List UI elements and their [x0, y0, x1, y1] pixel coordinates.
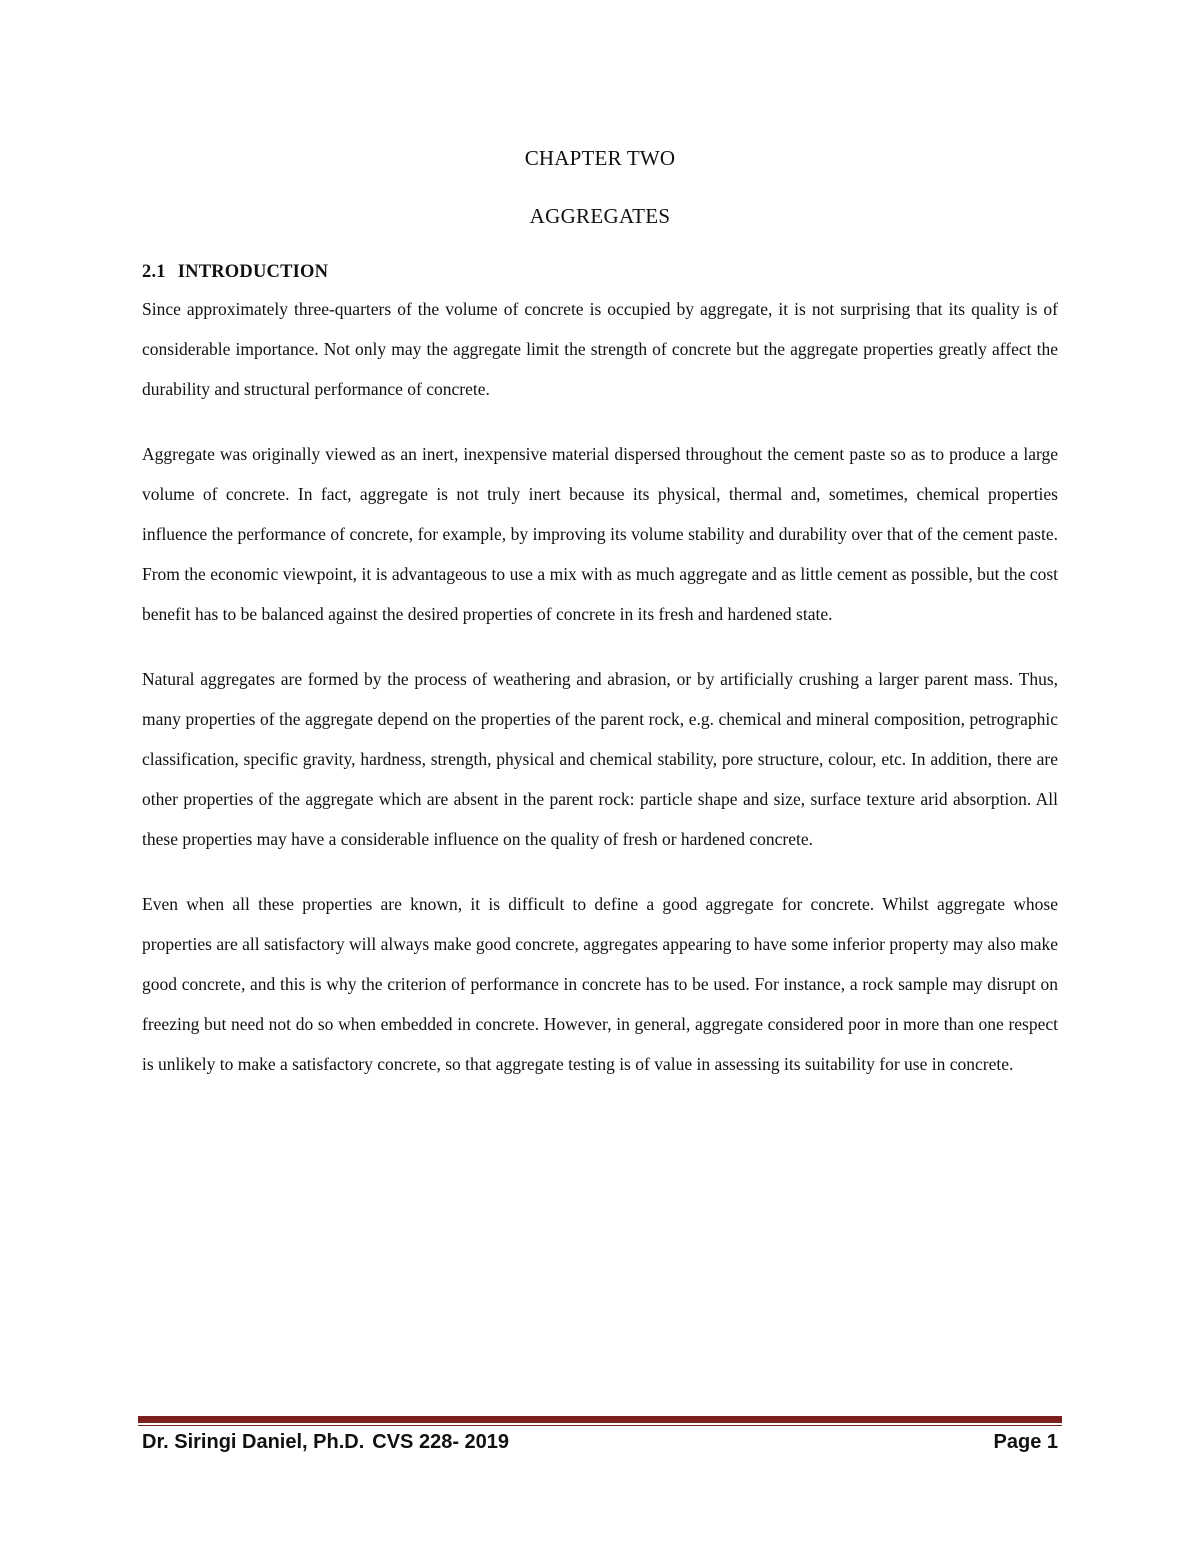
- section-title: INTRODUCTION: [177, 262, 329, 282]
- chapter-title: CHAPTER TWO: [524, 146, 676, 170]
- footer-author: Dr. Siringi Daniel, Ph.D.: [142, 1431, 365, 1453]
- footer-course: CVS 228- 2019: [372, 1431, 510, 1453]
- footer-divider-thin: [138, 1425, 1062, 1426]
- footer-divider: [138, 1416, 1062, 1423]
- body-text: [142, 290, 1058, 1110]
- paragraph-1: Since approximately three-quarters of the volume of concrete is occupied by aggregate, it is not surprising that its quality is of considerable importance. Not only may the aggregate limit the strength of concrete but the aggregate properties greatly affect the durability and structural performance of concrete.: [142, 299, 1058, 399]
- paragraph-2: Aggregate was originally viewed as an inert, inexpensive material dispersed throughout the cement paste so as to produce a large volume of concrete. In fact, aggregate is not truly inert because its physical, thermal and, sometimes, chemical properties influence the performance of concrete, for example, by improving its volume stability and durability over that of the cement paste. From the economic viewpoint, it is advantageous to use a mix with as much aggregate and as little cement as possible, but the cost benefit has to be balanced against the desired properties of concrete in its fresh and hardened state.: [142, 444, 1058, 624]
- paragraph-3: Natural aggregates are formed by the process of weathering and abrasion, or by artificially crushing a larger parent mass. Thus, many properties of the aggregate depend on the properties of the parent rock, e.g. chemical and mineral composition, petrographic classification, specific gravity, hardness, strength, physical and chemical stability, pore structure, colour, etc. In addition, there are other properties of the aggregate which are absent in the parent rock: particle shape and size, surface texture arid absorption. All these properties may have a considerable influence on the quality of fresh or hardened concrete.: [142, 669, 1058, 849]
- paragraph-4: Even when all these properties are known, it is difficult to define a good aggregate for concrete. Whilst aggregate whose properties are all satisfactory will always make good concrete, aggregates appearing to have some inferior property may also make good concrete, and this is why the criterion of performance in concrete has to be used. For instance, a rock sample may disrupt on freezing but need not do so when embedded in concrete. However, in general, aggregate considered poor in more than one respect is unlikely to make a satisfactory concrete, so that aggregate testing is of value in assessing its suitability for use in concrete.: [142, 894, 1058, 1074]
- chapter-subtitle: AGGREGATES: [529, 204, 671, 228]
- section-heading: [142, 262, 328, 283]
- footer-page-number: Page 1: [993, 1431, 1058, 1453]
- section-number: 2.1: [142, 262, 166, 282]
- footer-author-course: [142, 1431, 509, 1454]
